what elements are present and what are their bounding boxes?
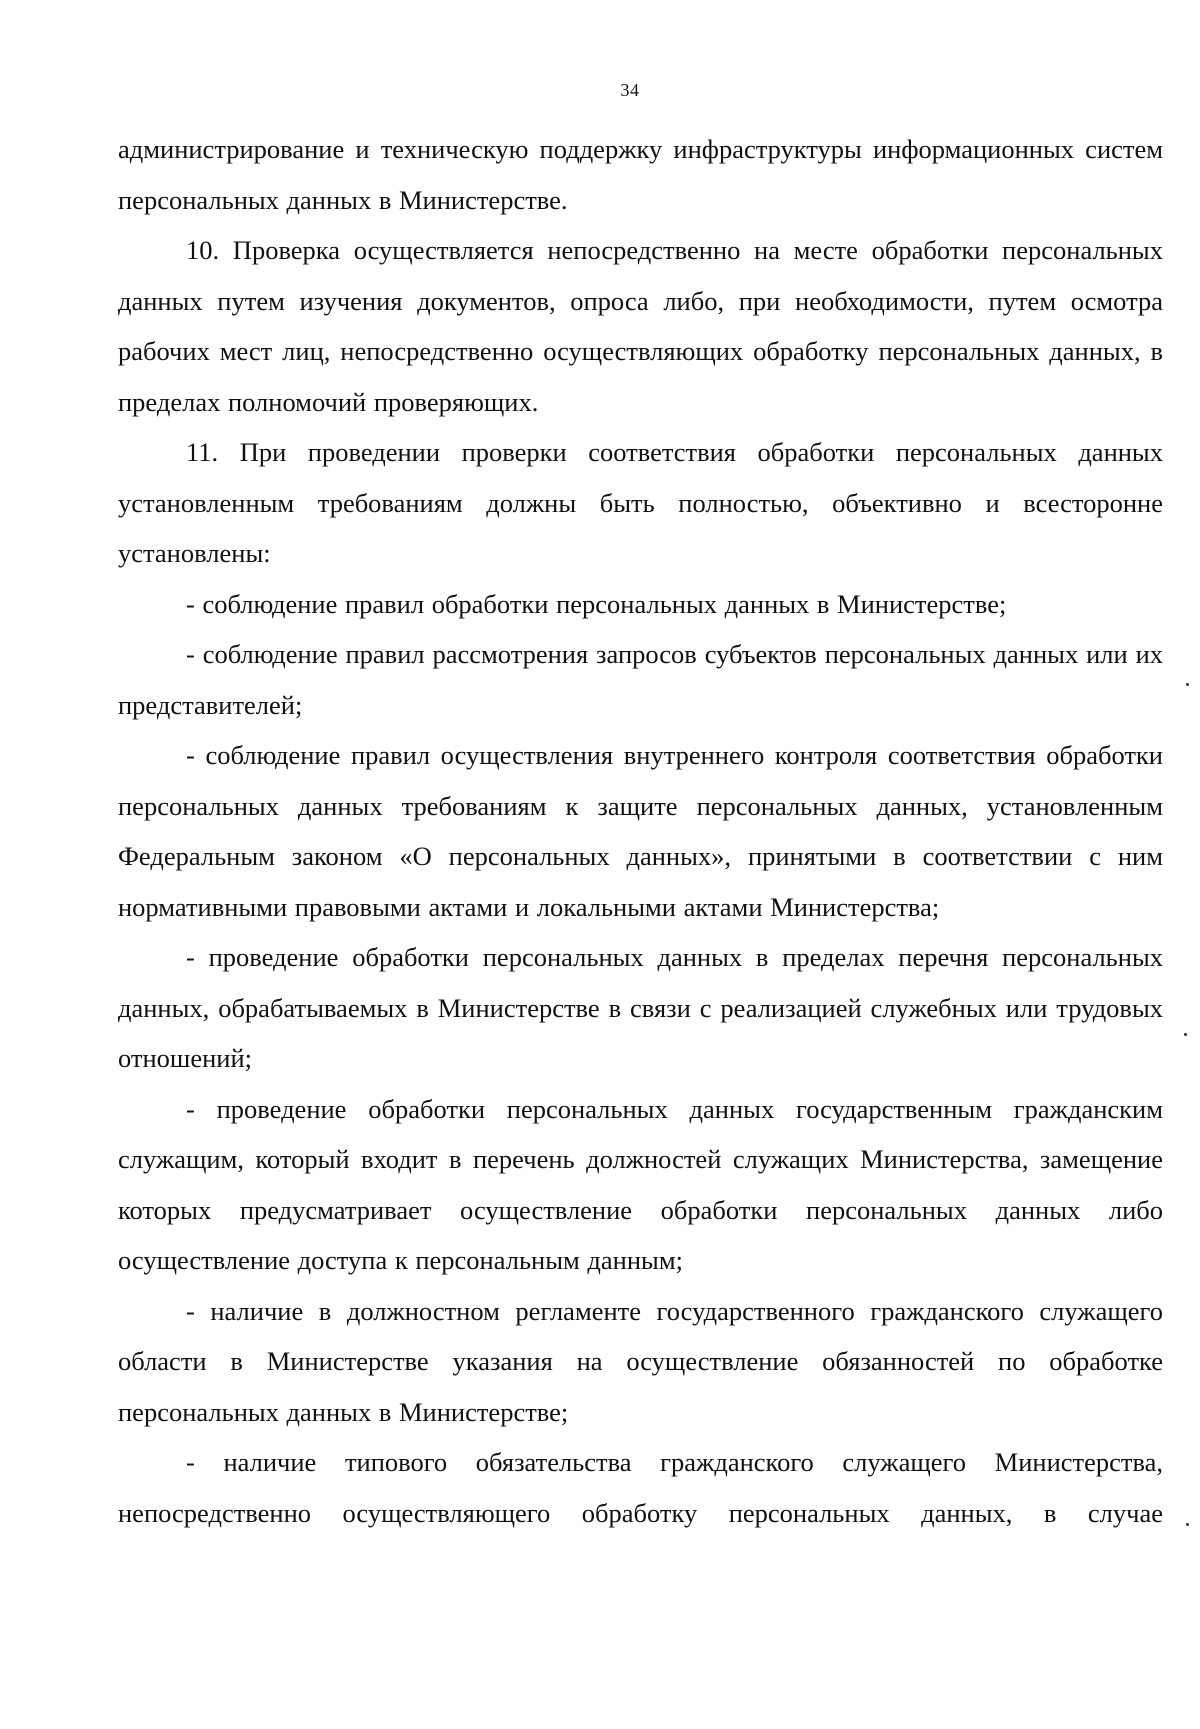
paragraph-continuation: администрирование и техническую поддержку инфраструктуры информационных систем персональных данных в Министерстве.	[118, 134, 1163, 215]
scan-speck	[1186, 683, 1189, 686]
list-item: - проведение обработки персональных данных в пределах перечня персональных данных, обрабатываемых в Министерстве в связи с реализацией служебных или трудовых отношений;	[118, 942, 1163, 1073]
page-number: 34	[620, 80, 640, 100]
list-item: - проведение обработки персональных данных государственным гражданским служащим, который входит в перечень должностей служащих Министерства, замещение которых предусматривает осуществление обработки персональных данных либо осуществление доступа к персональным данным;	[118, 1093, 1163, 1275]
list-item: - соблюдение правил осуществления внутреннего контроля соответствия обработки персональных данных требованиям к защите персональных данных, установленным Федеральным законом «О персональных данных», принятыми в соответствии с ним нормативными правовыми актами и локальными актами Министерства;	[118, 740, 1163, 922]
body-text	[118, 124, 1163, 1538]
list-item: - соблюдение правил рассмотрения запросов субъектов персональных данных или их представителей;	[118, 639, 1163, 720]
list-item: - соблюдение правил обработки персональных данных в Министерстве;	[186, 588, 1007, 619]
scan-speck	[1186, 1523, 1189, 1526]
scan-speck	[1184, 1033, 1187, 1036]
paragraph-item-10: 10. Проверка осуществляется непосредственно на месте обработки персональных данных путем изучения документов, опроса либо, при необходимости, путем осмотра рабочих мест лиц, непосредственно осуществляющих обработку персональных данных, в пределах полномочий проверяющих.	[118, 235, 1163, 417]
list-item: - наличие в должностном регламенте государственного гражданского служащего области в Министерстве указания на осуществление обязанностей по обработке персональных данных в Министерстве;	[118, 1295, 1163, 1427]
list-item-last: - наличие типового обязательства гражданского служащего Министерства, непосредственно осуществляющего обработку персональных данных, в случае	[118, 1447, 1163, 1528]
paragraph-item-11: 11. При проведении проверки соответствия обработки персональных данных установленным требованиям должны быть полностью, объективно и всесторонне установлены:	[118, 437, 1163, 568]
